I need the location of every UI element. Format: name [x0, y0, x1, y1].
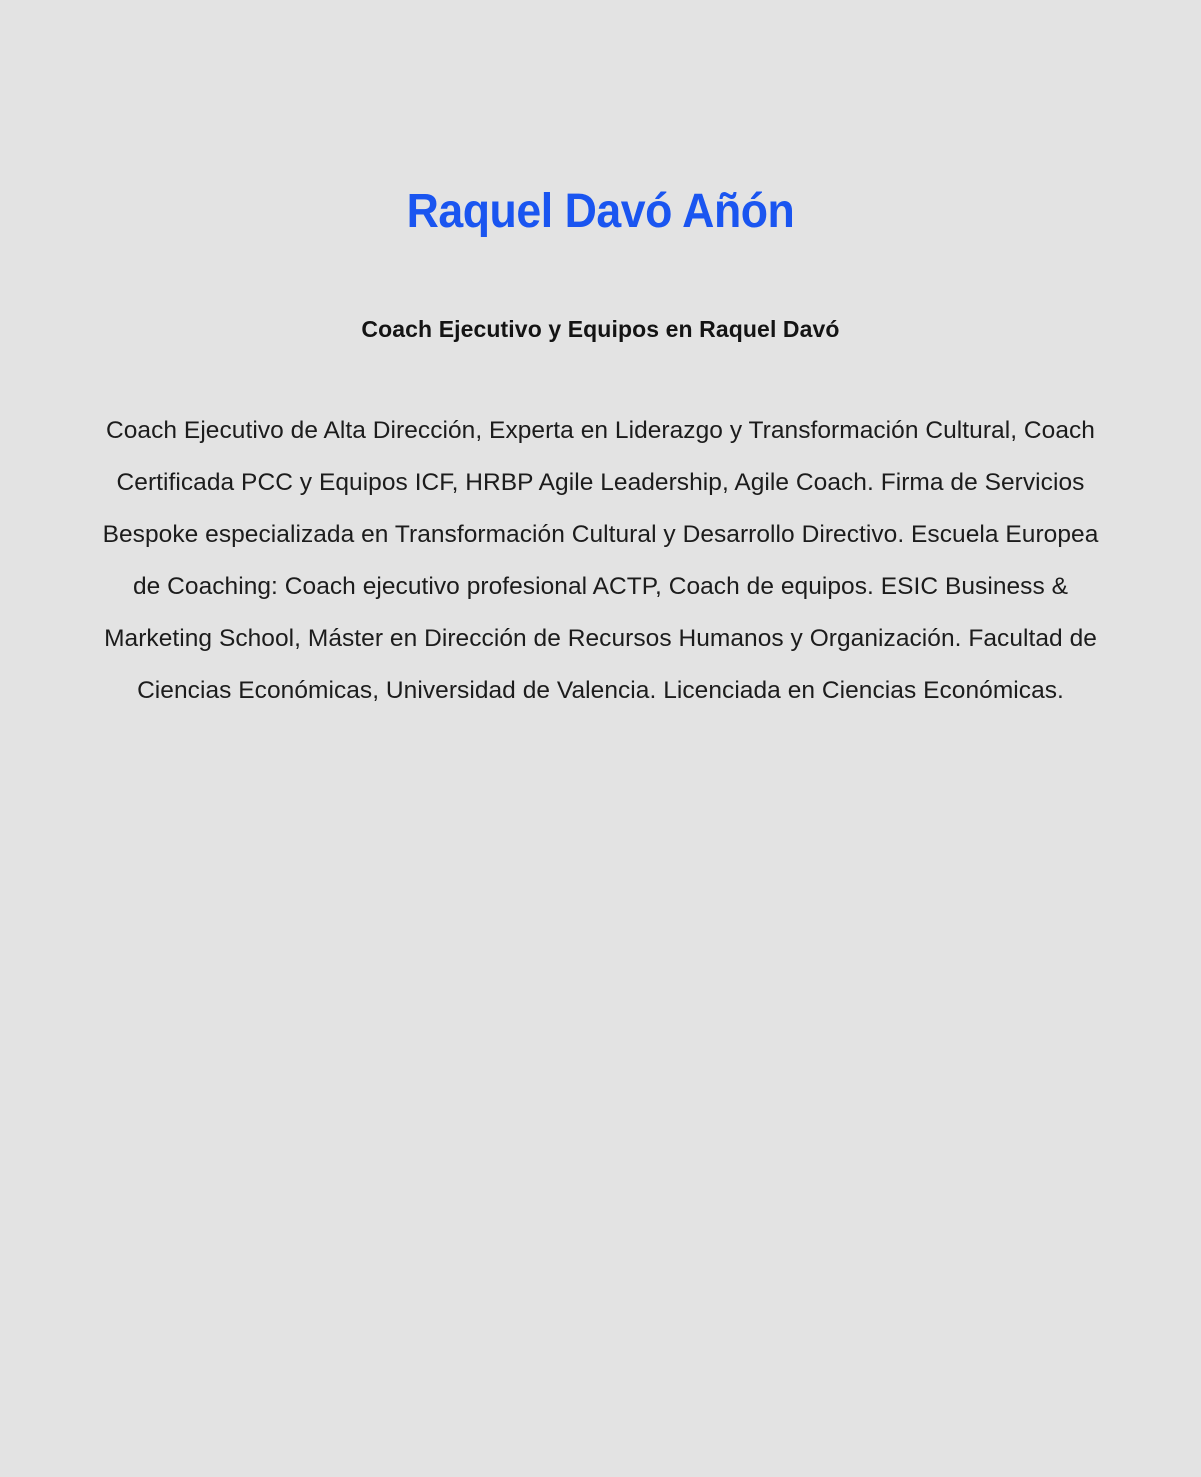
profile-biography: Coach Ejecutivo de Alta Dirección, Experta en Liderazgo y Transformación Cultural, Coach Certificada PCC y Equipos ICF, HRBP Agile Leadership, Agile Coach. Firma de Servicios Bespoke especializada en Transformación Cultural y Desarrollo Directivo. Escuela Europea de Coaching: Coach ejecutivo profesional ACTP, Coach de equipos. ESIC Business & Marketing School, Máster en Dirección de Recursos Humanos y Organización. Facultad de Ciencias Económicas, Universidad de Valencia. Licenciada en Ciencias Económicas.: [102, 416, 1099, 704]
page-title: Raquel Davó Añón: [406, 185, 795, 238]
profile-role-heading: Coach Ejecutivo y Equipos en Raquel Davó: [361, 315, 840, 342]
profile-content: [0, 0, 1201, 717]
